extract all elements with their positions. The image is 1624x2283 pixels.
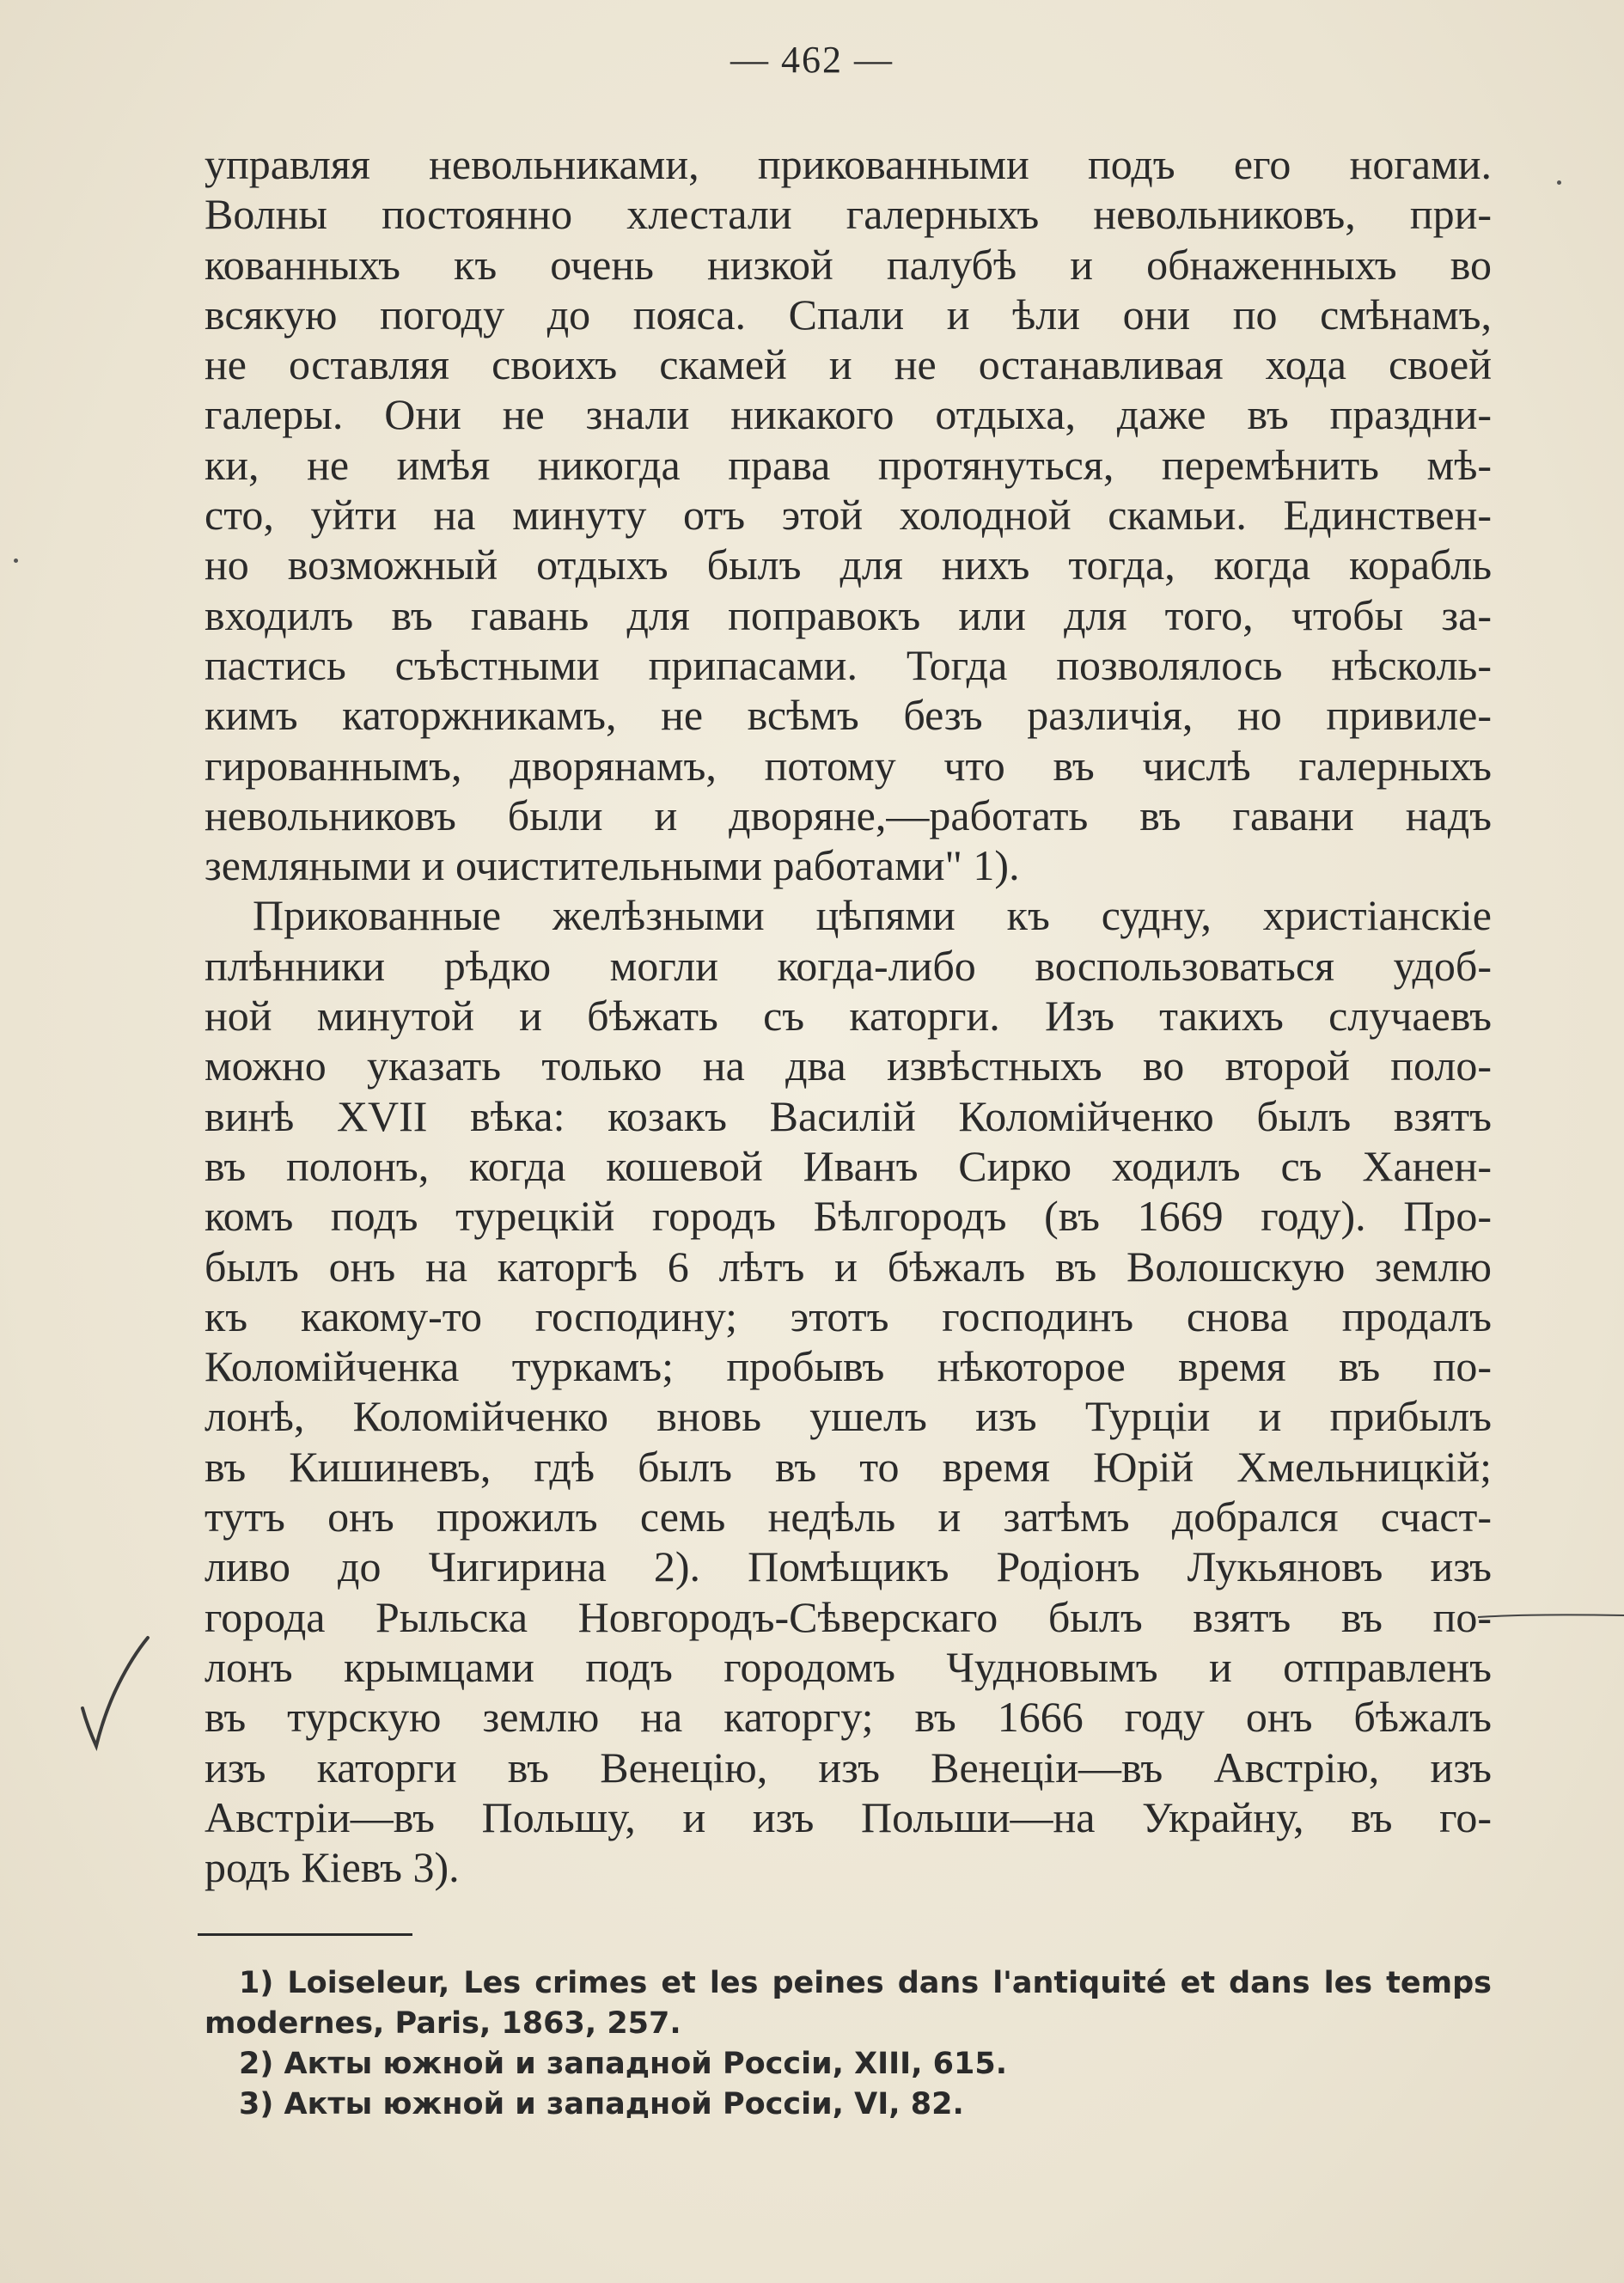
text-line: входилъ въ гавань для поправокъ или для того, чтобы за- [205, 590, 1492, 639]
text-line: Коломійченка туркамъ; пробывъ нѣкоторое время въ по- [205, 1342, 1492, 1391]
margin-dot [14, 559, 18, 563]
paragraph-start-line: Прикованные желѣзными цѣпями къ судну, христіанскіе [253, 891, 1492, 940]
text-line: ной минутой и бѣжать съ каторги. Изъ такихъ случаевъ [205, 992, 1492, 1041]
footnote-rule [198, 1933, 412, 1936]
footnote-1: 1) Loiseleur, Les crimes et les peines dans l'antiquité et dans les temps [239, 1966, 1492, 2000]
text-line: къ какому-то господину; этотъ господинъ снова продалъ [205, 1291, 1492, 1340]
footnotes [205, 1963, 1492, 2125]
text-line: ки, не имѣя никогда права протянуться, перемѣнить мѣ- [205, 440, 1492, 489]
pencil-checkmark-icon [76, 1633, 153, 1753]
text-line: пастись съѣстными припасами. Тогда позволялось нѣсколь- [205, 640, 1492, 689]
text-line: Австріи—въ Польшу, и изъ Польши—на Украйну, въ го- [205, 1792, 1492, 1841]
text-line: винѣ XVII вѣка: козакъ Василій Коломійченко былъ взятъ [205, 1091, 1492, 1140]
text-line: комъ подъ турецкій городъ Бѣлгородъ (въ 1669 году). Про- [205, 1192, 1492, 1241]
text-line: но возможный отдыхъ былъ для нихъ тогда, когда корабль [205, 540, 1492, 589]
text-line: земляными и очистительными работами" 1). [205, 841, 1020, 890]
text-line: всякую погоду до пояса. Спали и ѣли они по смѣнамъ, [205, 290, 1492, 339]
text-line: не оставляя своихъ скамей и не останавливая хода своей [205, 340, 1492, 389]
text-line: Волны постоянно хлестали галерныхъ невольниковъ, при- [205, 190, 1492, 239]
text-line: былъ онъ на каторгѣ 6 лѣтъ и бѣжалъ въ Волошскую землю [205, 1242, 1492, 1291]
pencil-underline-mark [1478, 1607, 1624, 1624]
text-line: въ турскую землю на каторгу; въ 1666 году онъ бѣжалъ [205, 1693, 1492, 1742]
text-line: невольниковъ были и дворяне,—работать въ гавани надъ [205, 791, 1492, 839]
margin-dot [1557, 180, 1561, 185]
body-text [205, 139, 1492, 1892]
text-line: сто, уйти на минуту отъ этой холодной скамьи. Единствен- [205, 491, 1492, 540]
text-line: можно указать только на два извѣстныхъ во второй поло- [205, 1041, 1492, 1090]
footnote-2: 2) Акты южной и западной Россіи, XIII, 615. [239, 2047, 1008, 2081]
text-line: родъ Кіевъ 3). [205, 1843, 460, 1892]
text-line: въ Кишиневъ, гдѣ былъ въ то время Юрій Хмельницкій; [205, 1442, 1492, 1491]
text-line: тутъ онъ прожилъ семь недѣль и затѣмъ добрался счаст- [205, 1492, 1492, 1541]
text-line: ливо до Чигирина 2). Помѣщикъ Родіонъ Лукьяновъ изъ [205, 1542, 1492, 1591]
text-line: плѣнники рѣдко могли когда-либо воспользоваться удоб- [205, 941, 1492, 990]
text-line: лонѣ, Коломійченко вновь ушелъ изъ Турціи и прибылъ [205, 1392, 1492, 1441]
text-line: города Рыльска Новгородъ-Сѣверскаго былъ взятъ въ по- [205, 1592, 1492, 1641]
text-line: кимъ каторжникамъ, не всѣмъ безъ различія, но привиле- [205, 691, 1492, 740]
footnote-3: 3) Акты южной и западной Россіи, VI, 82. [239, 2087, 964, 2121]
text-line: галеры. Они не знали никакого отдыха, даже въ праздни- [205, 390, 1492, 439]
page-number: — 462 — [730, 39, 894, 81]
text-line: въ полонъ, когда кошевой Иванъ Сирко ходилъ съ Ханен- [205, 1141, 1492, 1190]
footnote-1-continued: modernes, Paris, 1863, 257. [205, 2006, 681, 2041]
text-line: кованныхъ къ очень низкой палубѣ и обнаженныхъ во [205, 240, 1492, 289]
text-line: изъ каторги въ Венецію, изъ Венеціи—въ Австрію, изъ [205, 1743, 1492, 1792]
text-line: лонъ крымцами подъ городомъ Чудновымъ и отправленъ [205, 1642, 1492, 1691]
text-line: управляя невольниками, прикованными подъ его ногами. [205, 140, 1492, 188]
text-line: гированнымъ, дворянамъ, потому что въ числѣ галерныхъ [205, 741, 1492, 790]
